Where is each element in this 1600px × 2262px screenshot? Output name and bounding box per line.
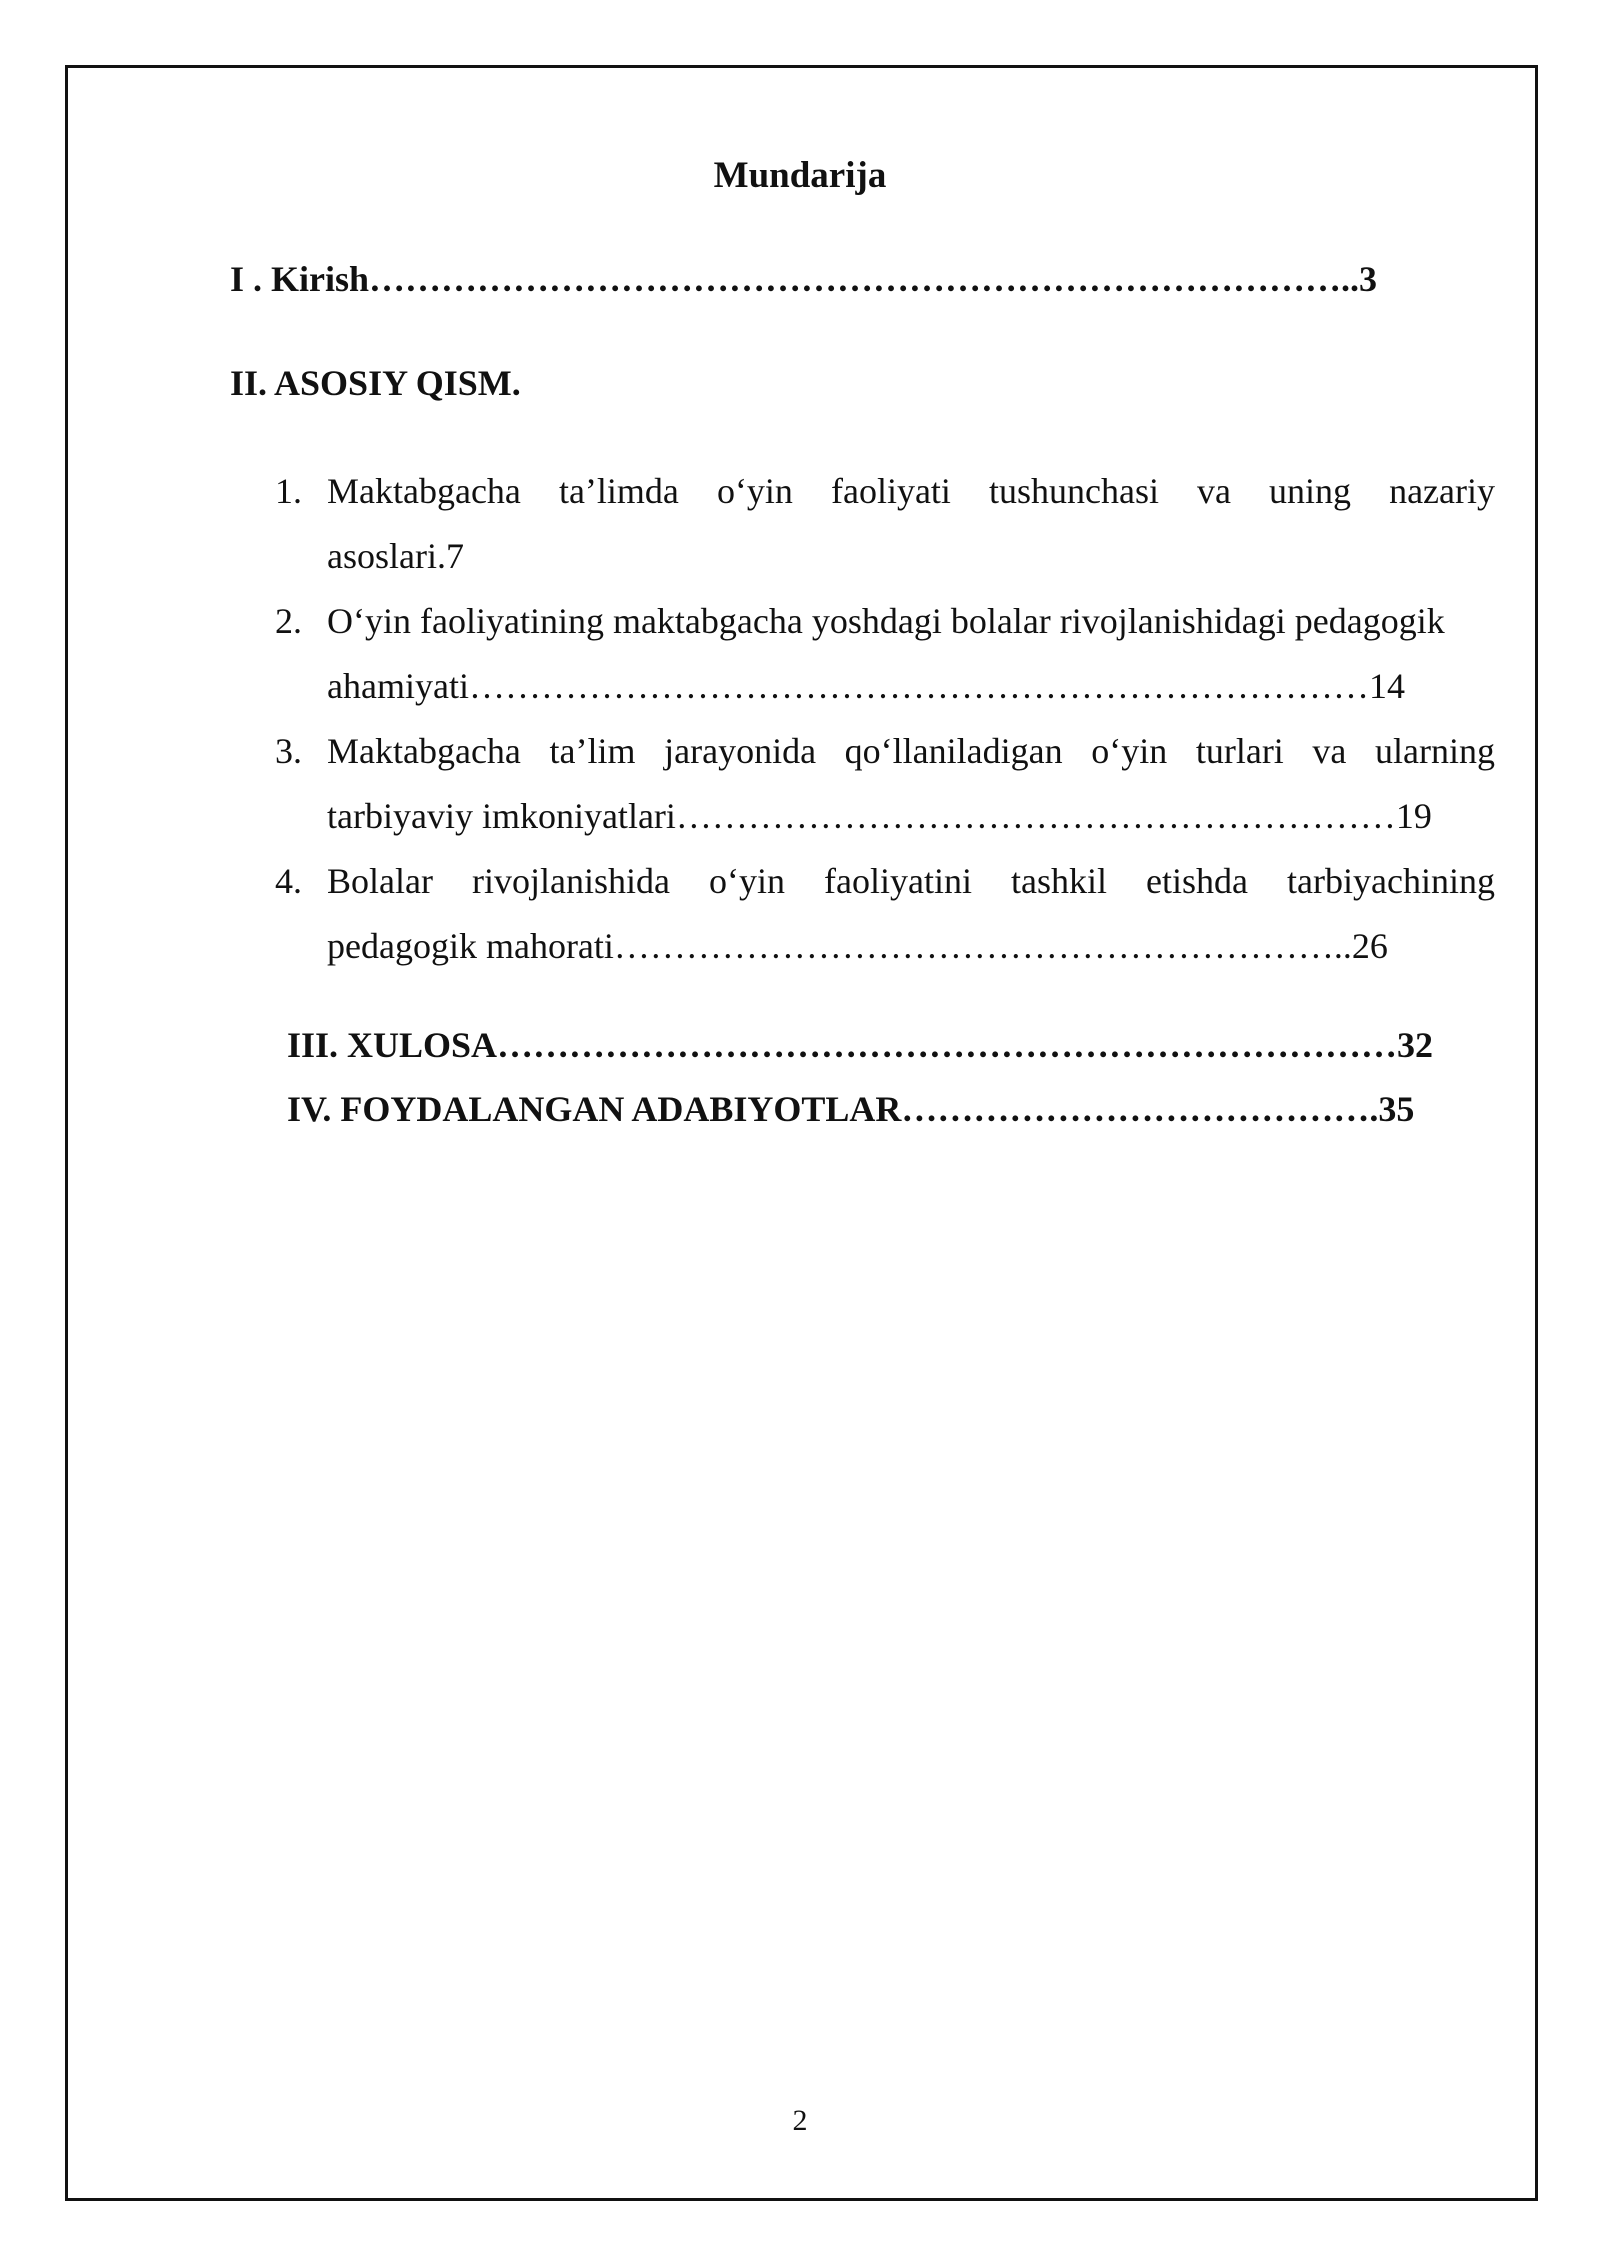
- subsection-number: 4.: [275, 861, 302, 901]
- toc-subsection-2: [275, 589, 1495, 719]
- subsection-text-line: O‘yin faoliyatining maktabgacha yoshdagi bolalar rivojlanishidagi pedagogik: [327, 601, 1445, 641]
- document-title: Mundarija: [713, 155, 887, 196]
- subsection-text-line: asoslari.7: [327, 536, 464, 576]
- toc-subsection-list: [275, 459, 1495, 979]
- subsection-text-line: tarbiyaviy imkoniyatlari……………………………………………………19: [327, 796, 1432, 836]
- toc-subsection-1: [275, 459, 1495, 589]
- subsection-number: 1.: [275, 471, 302, 511]
- subsection-text-line: Maktabgacha ta’lim jarayonida qo‘llaniladigan o‘yin turlari va ularning: [327, 731, 1495, 771]
- subsection-text-line: Maktabgacha ta’limda o‘yin faoliyati tushunchasi va uning nazariy: [327, 471, 1495, 511]
- subsection-number: 3.: [275, 731, 302, 771]
- subsection-text-line: Bolalar rivojlanishida o‘yin faoliyatini tashkil etishda tarbiyachining: [327, 861, 1495, 901]
- toc-subsection-4: [275, 849, 1495, 979]
- toc-entry-xulosa: III. XULOSA…………………………………………………………………32: [287, 1025, 1434, 1065]
- subsection-number: 2.: [275, 601, 302, 641]
- subsection-text-line: ahamiyati…………………………………………………………………14: [327, 666, 1405, 706]
- page-number: 2: [792, 2104, 808, 2137]
- toc-entry-kirish: I . Kirish………………………………………………………………………..3: [230, 259, 1378, 299]
- subsection-text-line: pedagogik mahorati……………………………………………………..26: [327, 926, 1388, 966]
- toc-entry-asosiy-qism: II. ASOSIY QISM.: [230, 363, 521, 403]
- toc-entry-foydalangan-adabiyotlar: IV. FOYDALANGAN ADABIYOTLAR………………………………….35: [287, 1089, 1415, 1129]
- toc-subsection-3: [275, 719, 1495, 849]
